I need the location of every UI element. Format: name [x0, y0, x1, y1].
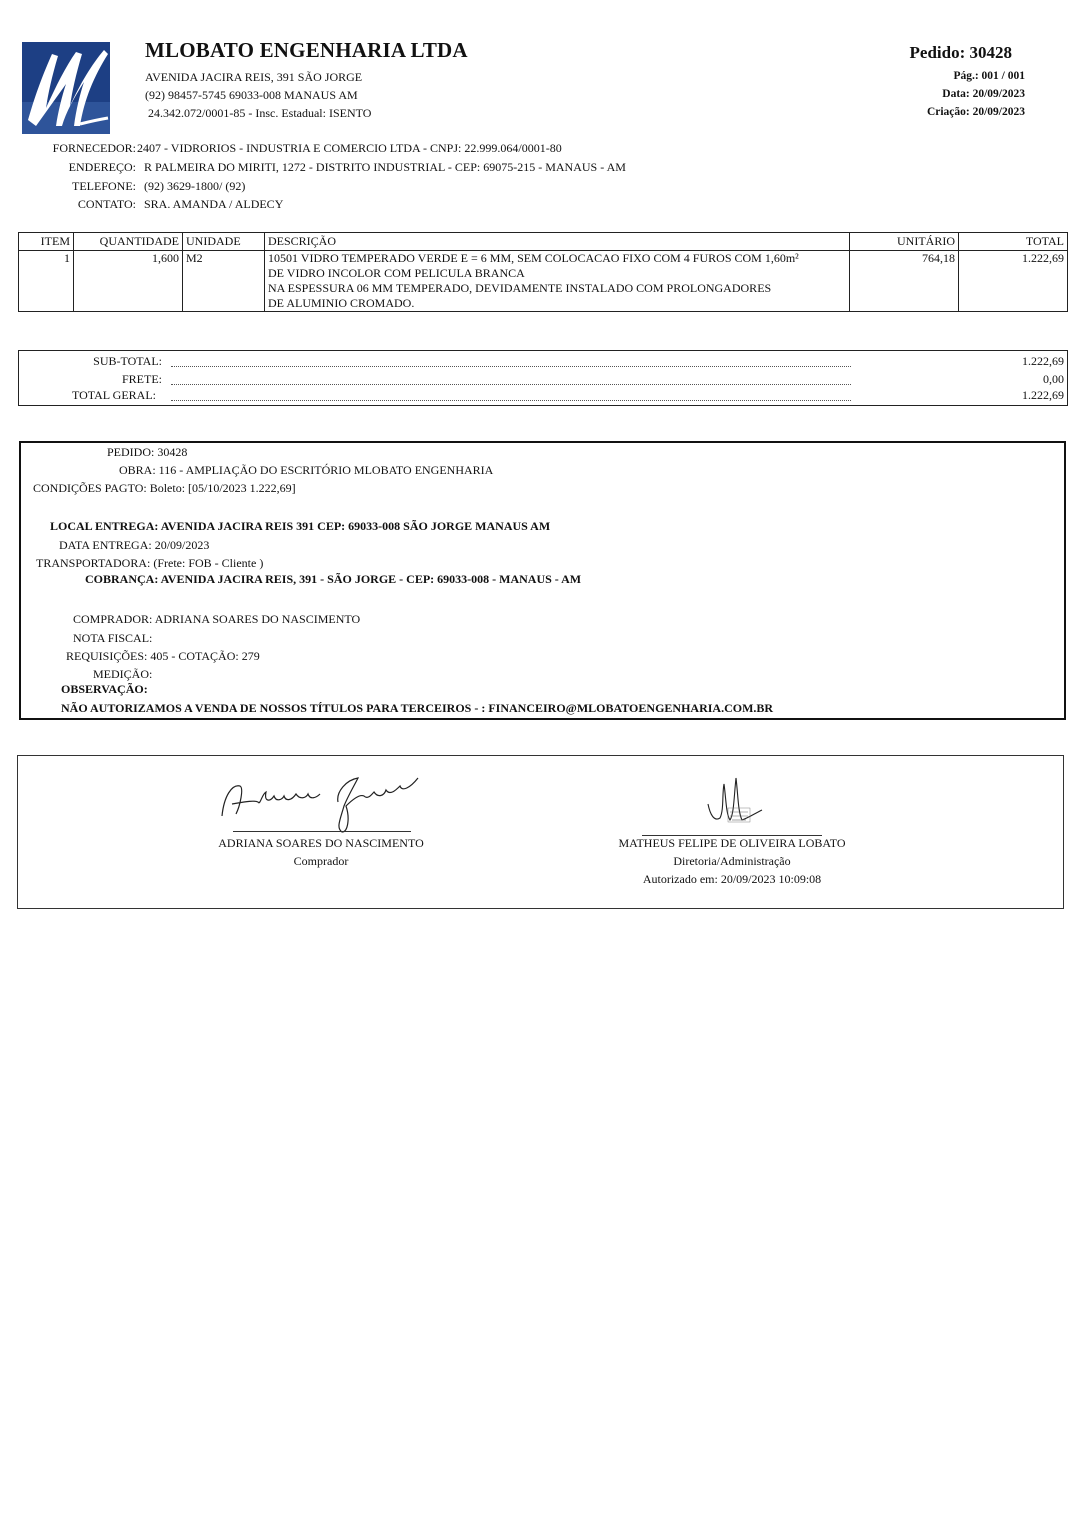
order-info-box: [19, 441, 1066, 720]
col-total: TOTAL: [959, 233, 1068, 251]
info-order: PEDIDO: 30428: [107, 445, 188, 459]
company-address: AVENIDA JACIRA REIS, 391 SÃO JORGE: [145, 70, 363, 84]
info-observation: OBSERVAÇÃO:: [61, 682, 148, 696]
totals-box: [18, 350, 1068, 406]
dotted-leader: [171, 359, 851, 367]
info-payment-terms: CONDIÇÕES PAGTO: Boleto: [05/10/2023 1.222,69]: [33, 481, 296, 495]
col-item: ITEM: [19, 233, 74, 251]
freight-row: [19, 372, 1067, 389]
buyer-role: Comprador: [293, 854, 349, 868]
grand-total-value: 1.222,69: [1022, 388, 1064, 402]
grand-total-row: [19, 388, 1067, 405]
director-signature: [702, 774, 766, 836]
grand-total-label: TOTAL GERAL:: [71, 388, 156, 402]
contact-value: SRA. AMANDA / ALDECY: [144, 197, 284, 211]
info-delivery-location: LOCAL ENTREGA: AVENIDA JACIRA REIS 391 CEP: 69033-008 SÃO JORGE MANAUS AM: [50, 519, 551, 533]
description-line: DE VIDRO INCOLOR COM PELICULA BRANCA: [268, 266, 525, 280]
company-name: MLOBATO ENGENHARIA LTDA: [145, 38, 468, 62]
creation-date: Criação: 20/09/2023: [926, 106, 1025, 118]
signature-line-left: [233, 831, 411, 832]
director-role: Diretoria/Administração: [673, 854, 791, 868]
item-total: 1.222,69: [959, 251, 1068, 312]
phone-label: TELEFONE:: [72, 179, 136, 193]
description-line: 10501 VIDRO TEMPERADO VERDE E = 6 MM, SEM COLOCACAO FIXO COM 4 FUROS COM 1,60m²: [268, 251, 799, 265]
info-billing: COBRANÇA: AVENIDA JACIRA REIS, 391 - SÃO JORGE - CEP: 69033-008 - MANAUS - AM: [85, 572, 582, 586]
description-line: DE ALUMINIO CROMADO.: [268, 296, 415, 310]
freight-label: FRETE:: [121, 372, 162, 386]
freight-value: 0,00: [1043, 372, 1064, 386]
items-table: [18, 232, 1068, 312]
dotted-leader: [171, 377, 851, 385]
page-number: Pág.: 001 / 001: [953, 70, 1025, 82]
info-measurement: MEDIÇÃO:: [93, 667, 153, 681]
contact-label: CONTATO:: [77, 197, 136, 211]
supplier-value: 2407 - VIDRORIOS - INDUSTRIA E COMERCIO LTDA - CNPJ: 22.999.064/0001-80: [137, 141, 562, 155]
address-value: R PALMEIRA DO MIRITI, 1272 - DISTRITO INDUSTRIAL - CEP: 69075-215 - MANAUS - AM: [144, 160, 626, 174]
company-phone: (92) 98457-5745 69033-008 MANAUS AM: [145, 88, 358, 102]
col-unit-price: UNITÁRIO: [850, 233, 959, 251]
director-name: MATHEUS FELIPE DE OLIVEIRA LOBATO: [618, 836, 846, 850]
item-description: [265, 251, 850, 312]
item-quantity: 1,600: [74, 251, 183, 312]
table-row: [19, 251, 1068, 312]
authorization-timestamp: Autorizado em: 20/09/2023 10:09:08: [642, 872, 822, 886]
info-requisitions: REQUISIÇÕES: 405 - COTAÇÃO: 279: [66, 649, 260, 663]
subtotal-label: SUB-TOTAL:: [93, 354, 162, 368]
info-carrier: TRANSPORTADORA: (Frete: FOB - Cliente ): [36, 556, 264, 570]
order-number: Pedido: 30428: [909, 43, 1012, 62]
info-delivery-date: DATA ENTREGA: 20/09/2023: [59, 538, 210, 552]
info-buyer: COMPRADOR: ADRIANA SOARES DO NASCIMENTO: [73, 612, 361, 626]
company-logo: [22, 42, 110, 134]
dotted-leader: [171, 393, 851, 401]
signature-box: [17, 755, 1064, 909]
company-cnpj: 24.342.072/0001-85 - Insc. Estadual: ISENTO: [148, 106, 372, 120]
items-header-row: [19, 233, 1068, 251]
col-unit: UNIDADE: [183, 233, 265, 251]
info-project: OBRA: 116 - AMPLIAÇÃO DO ESCRITÓRIO MLOBATO ENGENHARIA: [119, 463, 494, 477]
address-label: ENDEREÇO:: [68, 160, 136, 174]
subtotal-row: [19, 354, 1067, 371]
item-unit: M2: [183, 251, 265, 312]
buyer-name: ADRIANA SOARES DO NASCIMENTO: [218, 836, 424, 850]
order-date: Data: 20/09/2023: [942, 88, 1025, 100]
phone-value: (92) 3629-1800/ (92): [144, 179, 246, 193]
description-line: NA ESPESSURA 06 MM TEMPERADO, DEVIDAMENTE INSTALADO COM PROLONGADORES: [268, 281, 772, 295]
supplier-label: FORNECEDOR:: [52, 141, 136, 155]
buyer-signature: [214, 766, 424, 840]
info-notice: NÃO AUTORIZAMOS A VENDA DE NOSSOS TÍTULOS PARA TERCEIROS - : FINANCEIRO@MLOBATOENGENHARIA.COM.BR: [61, 701, 774, 715]
info-invoice: NOTA FISCAL:: [73, 631, 153, 645]
item-unit-price: 764,18: [850, 251, 959, 312]
item-number: 1: [19, 251, 74, 312]
col-description: DESCRIÇÃO: [265, 233, 850, 251]
subtotal-value: 1.222,69: [1022, 354, 1064, 368]
col-quantity: QUANTIDADE: [74, 233, 183, 251]
